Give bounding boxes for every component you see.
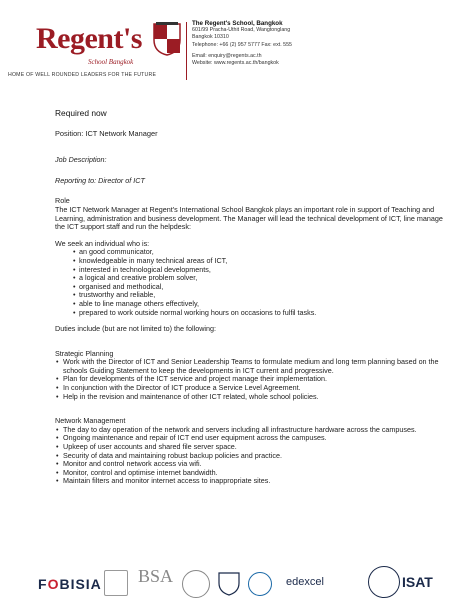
school-tagline: HOME OF WELL ROUNDED LEADERS FOR THE FUTURE: [8, 72, 157, 78]
round-seal-icon: [182, 570, 210, 598]
accreditation-logos: FOBISIA BSA edexcel ISAT: [38, 566, 438, 602]
reporting-line: Reporting to: Director of ICT: [55, 175, 145, 185]
contact-website[interactable]: Website: www.regents.ac.th/bangkok: [192, 60, 279, 67]
list-item: • Monitor, control and optimise internet bandwidth.: [55, 469, 450, 478]
required-now-heading: Required now: [55, 108, 107, 118]
edexcel-logo: edexcel: [286, 576, 324, 588]
list-item: • Ongoing maintenance and repair of ICT end user equipment across the campuses.: [55, 434, 450, 443]
list-item: • an good communicator,: [55, 248, 450, 257]
school-logo: [8, 20, 198, 82]
list-item: • Monitor and control network access via wifi.: [55, 460, 450, 469]
strategic-list: [55, 358, 450, 401]
list-item: • interested in technological developments,: [55, 266, 450, 275]
list-item: • In conjunction with the Director of ICT produce a Service Level Agreement.: [55, 384, 450, 393]
contact-block: [192, 20, 292, 67]
list-item: • Security of data and maintaining robust backup policies and practice.: [55, 452, 450, 461]
role-paragraph: The ICT Network Manager at Regent's International School Bangkok plays an important role in support of Teaching and Learning, administration and business development. The Manager will lead the technical development of ICT, line manage the ICT support staff and run the helpdesk:: [55, 204, 443, 232]
network-management-heading: Network Management: [55, 416, 126, 426]
contact-address-line1: 601/99 Pracha-Uthit Road, Wangtonglang: [192, 27, 291, 34]
letterhead: [8, 20, 448, 82]
list-item: • Maintain filters and monitor internet access to inappropriate sites.: [55, 477, 450, 486]
contact-address-line2: Bangkok 10310: [192, 34, 229, 41]
list-item: • able to line manage others effectively,: [55, 300, 450, 309]
list-item: • Work with the Director of ICT and Senior Leadership Teams to formulate medium and long term planning based on the schools Guiding Statement to keep the developments in ICT current and progressive.: [55, 358, 450, 375]
duties-intro: Duties include (but are not limited to) the following:: [55, 324, 217, 334]
contact-email[interactable]: Email: enquiry@regents.ac.th: [192, 52, 262, 59]
shield-crest-icon: [216, 570, 242, 596]
list-item: • Plan for developments of the ICT service and project manage their implementation.: [55, 375, 450, 384]
strategic-planning-heading: Strategic Planning: [55, 348, 114, 358]
role-heading: Role: [55, 196, 70, 206]
list-item: • trustworthy and reliable,: [55, 291, 450, 300]
bsa-logo: BSA: [138, 566, 174, 586]
list-item: • Upkeep of user accounts and shared file server space.: [55, 443, 450, 452]
ib-globe-icon: [248, 572, 272, 596]
isat-emblem-icon: [368, 566, 400, 598]
list-item: • a logical and creative problem solver,: [55, 274, 450, 283]
logo-subtitle: School Bangkok: [88, 58, 134, 66]
contact-phone: Telephone: +66 (2) 957 5777 Fax: ext. 555: [192, 41, 292, 48]
seek-intro: We seek an individual who is:: [55, 238, 150, 248]
fobisia-logo: FOBISIA: [38, 576, 102, 592]
crest-icon: [152, 22, 182, 56]
list-item: • Help in the revision and maintenance of other ICT related, whole school policies.: [55, 393, 450, 402]
contact-school-name: The Regent's School, Bangkok: [192, 20, 283, 27]
list-item: • The day to day operation of the network and servers including all infrastructure hardware across the campuses.: [55, 426, 450, 435]
header-divider: [186, 22, 187, 80]
accreditation-badge-icon: [104, 570, 128, 596]
position-title: Position: ICT Network Manager: [55, 128, 158, 138]
list-item: • prepared to work outside normal working hours on occasions to fulfil tasks.: [55, 309, 450, 318]
network-list: [55, 426, 450, 486]
list-item: • organised and methodical,: [55, 283, 450, 292]
qualities-list: [55, 248, 450, 317]
list-item: • knowledgeable in many technical areas of ICT,: [55, 257, 450, 266]
job-posting: [55, 109, 450, 494]
job-description-label: Job Description:: [55, 155, 107, 165]
logo-wordmark: Regent's: [36, 22, 142, 55]
